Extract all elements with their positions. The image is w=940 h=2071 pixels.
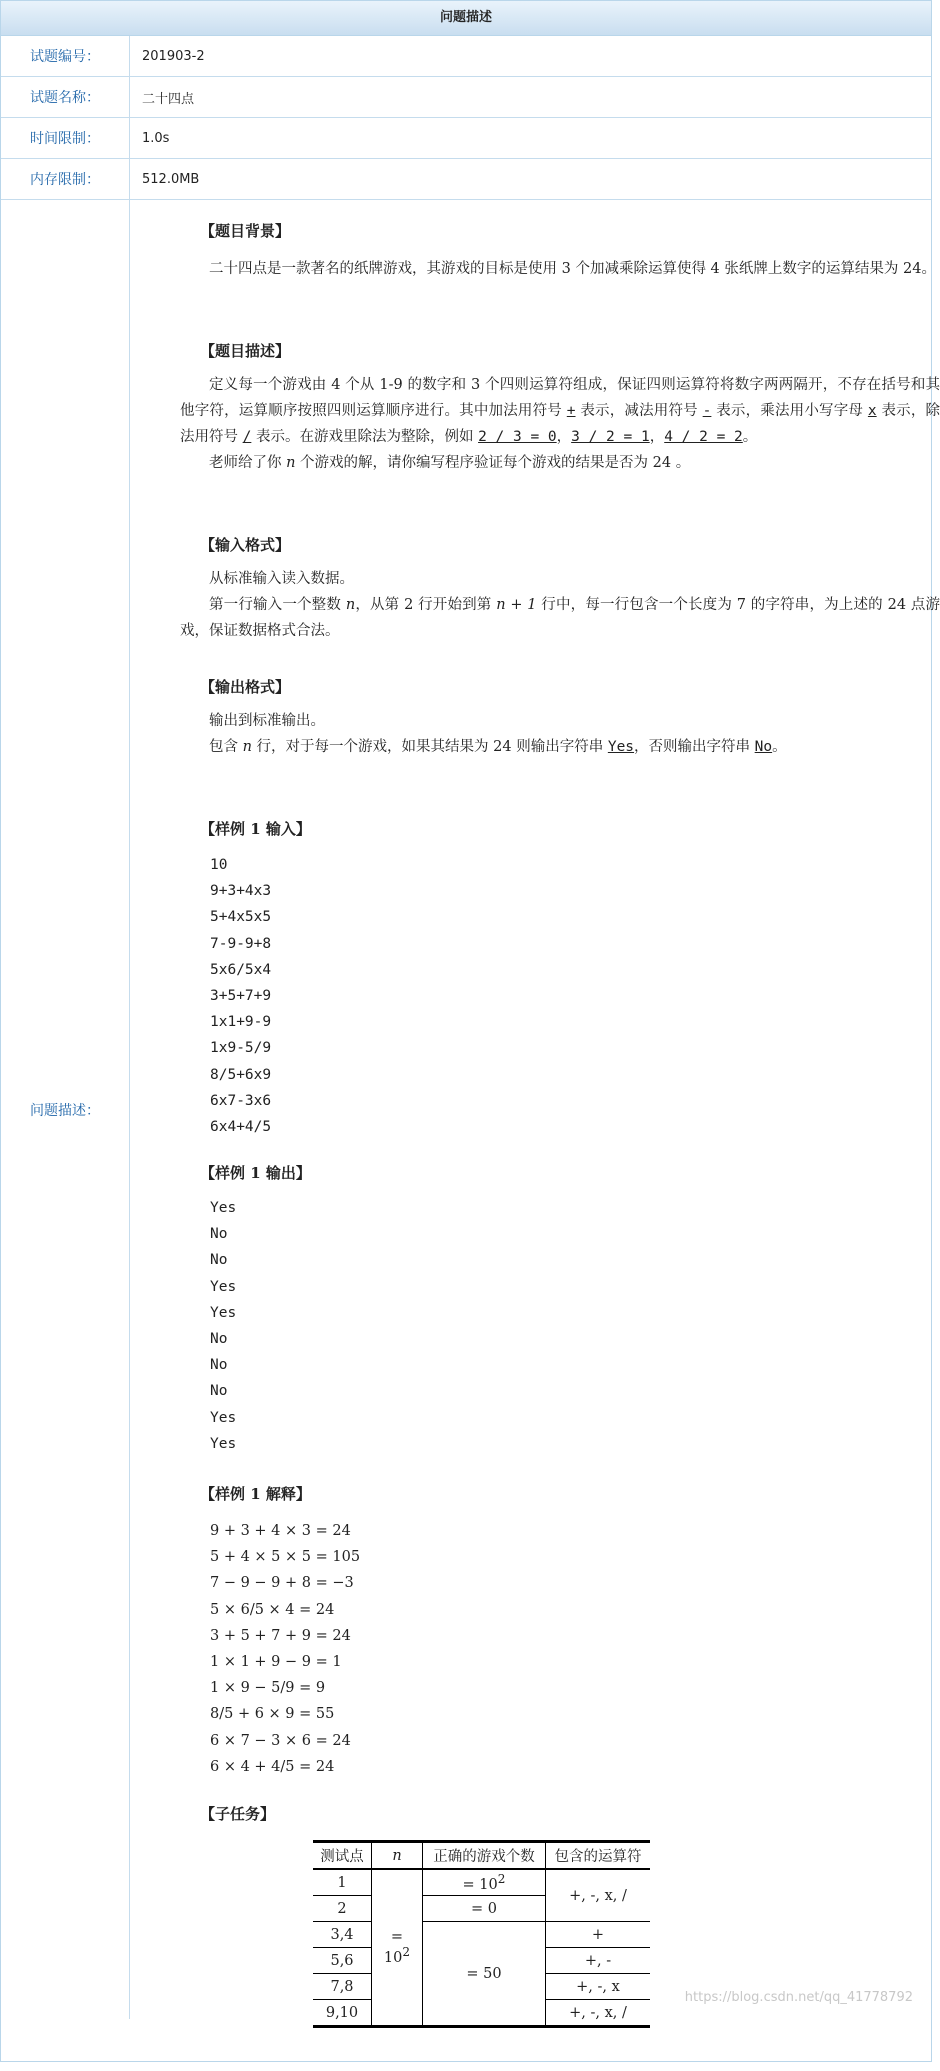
subtask-table bbox=[313, 1840, 650, 2028]
info-row-memory bbox=[1, 159, 931, 200]
table-row bbox=[313, 1869, 650, 1896]
sample-explain-block bbox=[210, 1518, 360, 1780]
table-cell: 1 bbox=[313, 1869, 372, 1896]
description-row bbox=[1, 200, 940, 2021]
no-string: No bbox=[754, 739, 773, 755]
minus-symbol: - bbox=[702, 403, 712, 419]
table-cell-n: = $10^2$ bbox=[372, 1869, 423, 2027]
description-para-2: 老师给了你 n 个游戏的解，请你编写程序验证每个游戏的结果是否为 24 。 bbox=[209, 455, 691, 471]
plus-symbol: + bbox=[566, 403, 576, 419]
section-title-sample-input: 【样例 1 输入】 bbox=[200, 820, 311, 838]
info-row-name bbox=[1, 77, 931, 118]
section-title-subtask: 【子任务】 bbox=[200, 1805, 276, 1823]
code-line: Yes bbox=[210, 1278, 237, 1295]
description-label: 问题描述： bbox=[1, 200, 130, 2019]
table-cell: 9,10 bbox=[313, 2000, 372, 2027]
info-value: 201903-2 bbox=[142, 48, 205, 64]
times-symbol: x bbox=[867, 403, 877, 419]
panel-header: 问题描述 bbox=[1, 1, 931, 36]
table-cell: = 0 bbox=[423, 1896, 546, 1922]
example-3: 4 / 2 = 2 bbox=[664, 429, 743, 445]
example-2: 3 / 2 = 1 bbox=[571, 429, 650, 445]
info-label: 试题名称： bbox=[1, 77, 130, 117]
code-line: No bbox=[210, 1331, 228, 1348]
info-row-time bbox=[1, 118, 931, 159]
code-line: 8/5+6x9 bbox=[210, 1066, 272, 1083]
code-line: No bbox=[210, 1383, 228, 1400]
output-format-text: 输出到标准输出。 包含 n 行，对于每一个游戏，如果其结果为 24 则输出字符串 Yes，否则输出字符串 No。 bbox=[209, 713, 787, 755]
table-cell: + bbox=[546, 1922, 651, 1948]
table-cell: +, -, x bbox=[546, 1974, 651, 2000]
background-text: 二十四点是一款著名的纸牌游戏，其游戏的目标是使用 3 个加减乘除运算使得 4 张纸牌上数字的运算结果为 24。 bbox=[209, 261, 936, 277]
code-line: No bbox=[210, 1226, 228, 1243]
table-cell: 5,6 bbox=[313, 1948, 372, 1974]
watermark: https://blog.csdn.net/qq_41778792 bbox=[684, 1990, 913, 2005]
sample-input-block bbox=[210, 852, 271, 1140]
info-value: 512.0MB bbox=[142, 171, 200, 187]
table-cell: 3,4 bbox=[313, 1922, 372, 1948]
code-line: No bbox=[210, 1252, 228, 1269]
table-cell: +, - bbox=[546, 1948, 651, 1974]
code-line: 7-9-9+8 bbox=[210, 935, 272, 952]
table-header: n bbox=[372, 1842, 423, 1870]
info-label: 试题编号： bbox=[1, 36, 130, 76]
description-para-1: 定义每一个游戏由 4 个从 1-9 的数字和 3 个四则运算符组成，保证四则运算符将数字两两隔开，不存在括号和其他字符，运算顺序按照四则运算顺序进行。其中加法用符号 + 表示，减法用符号 - 表示，乘法用小写字母 x 表示，除法用符号 / 表示。在游戏里除法为整除，例如 2 / 3 = 0，3 / 2 = 1，4 / 2 = 2。 bbox=[180, 377, 940, 445]
section-title-sample-output: 【样例 1 输出】 bbox=[200, 1164, 311, 1182]
explain-line: 1 × 9 − 5/9 = 9 bbox=[210, 1680, 326, 1697]
code-line: Yes bbox=[210, 1304, 237, 1321]
info-value: 二十四点 bbox=[142, 91, 195, 107]
section-title-input: 【输入格式】 bbox=[200, 536, 291, 554]
code-line: 5+4x5x5 bbox=[210, 909, 272, 926]
example-1: 2 / 3 = 0 bbox=[478, 429, 557, 445]
code-line: No bbox=[210, 1357, 228, 1374]
explain-line: 3 + 5 + 7 + 9 = 24 bbox=[210, 1627, 351, 1644]
code-line: 9+3+4x3 bbox=[210, 883, 272, 900]
info-value: 1.0s bbox=[142, 130, 170, 146]
description-text bbox=[180, 372, 940, 476]
explain-line: 1 × 1 + 9 − 9 = 1 bbox=[210, 1654, 342, 1671]
description-content bbox=[130, 200, 940, 2021]
explain-line: 5 × 6/5 × 4 = 24 bbox=[210, 1601, 335, 1618]
code-line: 5x6/5x4 bbox=[210, 961, 272, 978]
divide-symbol: / bbox=[242, 429, 252, 445]
explain-line: 5 + 4 × 5 × 5 = 105 bbox=[210, 1549, 361, 1566]
table-cell: 2 bbox=[313, 1896, 372, 1922]
code-line: Yes bbox=[210, 1200, 237, 1216]
explain-line: 7 − 9 − 9 + 8 = −3 bbox=[210, 1575, 354, 1592]
code-line: 3+5+7+9 bbox=[210, 988, 272, 1005]
section-title-background: 【题目背景】 bbox=[200, 222, 291, 240]
sample-output-block bbox=[210, 1195, 236, 1457]
table-cell: 7,8 bbox=[313, 1974, 372, 2000]
section-title-output: 【输出格式】 bbox=[200, 678, 291, 696]
table-cell: +, -, x, / bbox=[546, 2000, 651, 2027]
table-header: 正确的游戏个数 bbox=[423, 1842, 546, 1870]
explain-line: 6 × 7 − 3 × 6 = 24 bbox=[210, 1732, 351, 1749]
input-format-text: 从标准输入读入数据。 第一行输入一个整数 n，从第 2 行开始到第 n + 1 行中，每一行包含一个长度为 7 的字符串，为上述的 24 点游戏，保证数据格式合法。 bbox=[180, 571, 940, 639]
table-row bbox=[313, 1922, 650, 1948]
table-header: 测试点 bbox=[313, 1842, 372, 1870]
info-label: 内存限制： bbox=[1, 159, 130, 199]
code-line: Yes bbox=[210, 1409, 237, 1426]
info-row-id bbox=[1, 36, 931, 77]
section-title-sample-explain: 【样例 1 解释】 bbox=[200, 1485, 311, 1503]
table-header: 包含的运算符 bbox=[546, 1842, 651, 1870]
code-line: 10 bbox=[210, 857, 228, 873]
explain-line: 9 + 3 + 4 × 3 = 24 bbox=[210, 1523, 351, 1539]
explain-line: 8/5 + 6 × 9 = 55 bbox=[210, 1706, 335, 1723]
code-line: 1x9-5/9 bbox=[210, 1040, 272, 1057]
code-line: 6x7-3x6 bbox=[210, 1092, 272, 1109]
table-header-row bbox=[313, 1842, 650, 1870]
info-label: 时间限制： bbox=[1, 118, 130, 158]
code-line: 1x1+9-9 bbox=[210, 1014, 272, 1031]
table-cell: = 50 bbox=[423, 1922, 546, 2027]
explain-line: 6 × 4 + 4/5 = 24 bbox=[210, 1758, 335, 1775]
code-line: Yes bbox=[210, 1435, 237, 1452]
section-title-description: 【题目描述】 bbox=[200, 342, 291, 360]
table-cell: = $10^2$ bbox=[423, 1869, 546, 1896]
yes-string: Yes bbox=[607, 739, 635, 755]
table-cell: +, -, x, / bbox=[546, 1869, 651, 1922]
code-line: 6x4+4/5 bbox=[210, 1119, 272, 1136]
